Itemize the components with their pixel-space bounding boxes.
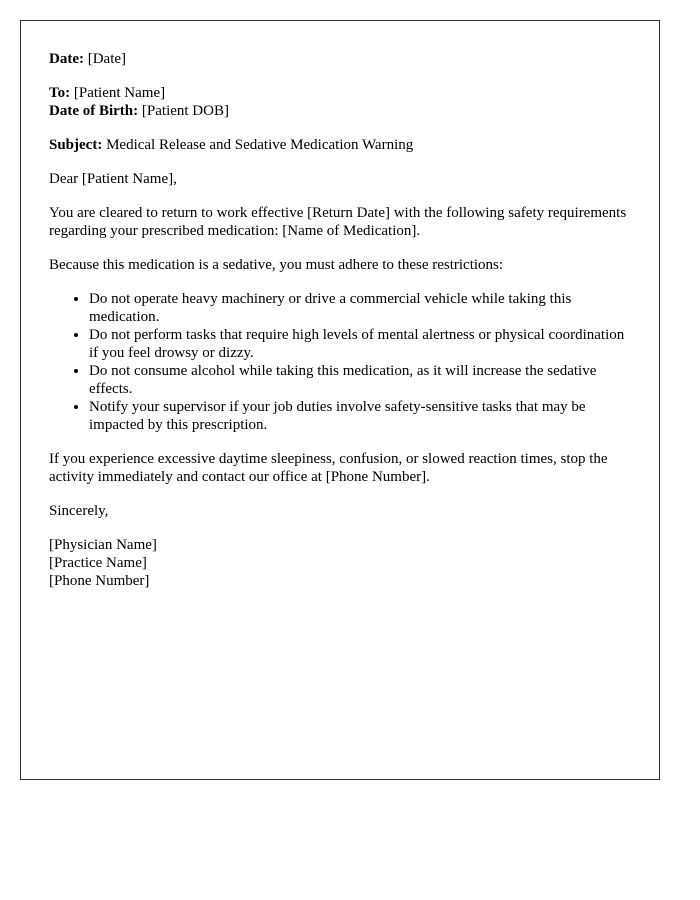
- salutation: Dear [Patient Name],: [49, 171, 177, 187]
- warning-paragraph: If you experience excessive daytime sleepiness, confusion, or slowed reaction times, stop the activity immediately and contact our office at [Phone Number].: [49, 451, 608, 485]
- physician-name: [Physician Name]: [49, 537, 157, 553]
- practice-phone: [Phone Number]: [49, 573, 150, 589]
- dob-line: [49, 102, 631, 120]
- clearance-paragraph: You are cleared to return to work effective [Return Date] with the following safety requirements regarding your prescribed medication: [Name of Medication].: [49, 205, 627, 239]
- restrictions-list: [49, 290, 631, 434]
- dob-label: Date of Birth:: [49, 103, 139, 119]
- signature-block: [49, 536, 631, 590]
- date-line: [49, 50, 631, 68]
- practice-name: [Practice Name]: [49, 555, 147, 571]
- list-item: • Do not perform tasks that require high levels of mental alertness or physical coordination if you feel drowsy or dizzy.: [89, 326, 631, 362]
- to-label: To:: [49, 85, 71, 101]
- subject-line: [49, 136, 631, 154]
- letter-document: [20, 20, 660, 780]
- list-item: • Notify your supervisor if your job duties involve safety-sensitive tasks that may be impacted by this prescription.: [89, 398, 631, 434]
- subject-label: Subject:: [49, 137, 103, 153]
- list-item: • Do not consume alcohol while taking this medication, as it will increase the sedative effects.: [89, 362, 631, 398]
- restrictions-intro: Because this medication is a sedative, you must adhere to these restrictions:: [49, 257, 504, 273]
- date-value: [Date]: [87, 51, 127, 67]
- closing: Sincerely,: [49, 503, 109, 519]
- recipient-line: [49, 84, 631, 102]
- subject-value: Medical Release and Sedative Medication Warning: [106, 137, 414, 153]
- list-item: • Do not operate heavy machinery or drive a commercial vehicle while taking this medication.: [89, 290, 631, 326]
- dob-value: [Patient DOB]: [141, 103, 229, 119]
- recipient-block: [49, 84, 631, 120]
- date-label: Date:: [49, 51, 84, 67]
- to-value: [Patient Name]: [73, 85, 166, 101]
